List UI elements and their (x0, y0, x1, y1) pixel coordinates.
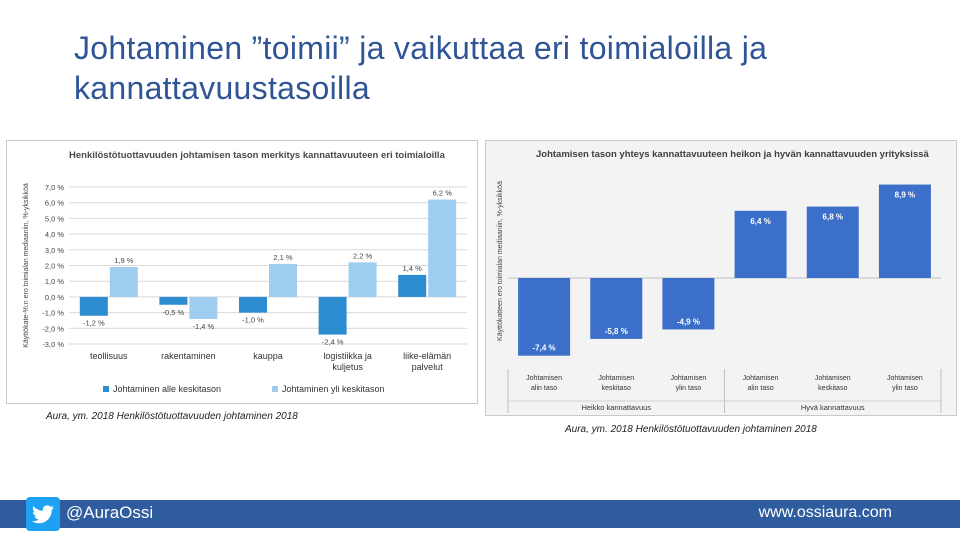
chart2-title: Johtamisen tason yhteys kannattavuuteen heikon ja hyvän kannattavuuden yrityksissä (536, 149, 929, 160)
chart1-y-axis-label: Käyttökate-%:n ero toimialan mediaaniin, %-yksikköä (23, 183, 30, 348)
chart2-x-category-label: alin taso (747, 385, 774, 392)
chart2-group-label: Heikko kannattavuus (581, 403, 652, 412)
chart1-bar (349, 262, 377, 297)
chart2-x-category-label: Johtamisen (887, 375, 923, 382)
chart1-y-tick-label: 7,0 % (44, 183, 64, 192)
chart1-data-label: -2,4 % (321, 337, 344, 347)
chart1-y-tick-label: 0,0 % (44, 292, 64, 302)
chart1-x-category-label: teollisuus (90, 351, 128, 361)
chart1-y-tick-label: 4,0 % (44, 230, 64, 240)
chart2-group-label: Hyvä kannattavuus (800, 403, 865, 412)
chart1-data-label: 2,2 % (353, 251, 373, 261)
chart2-data-label: 8,9 % (894, 190, 916, 200)
chart1-x-category-label: kauppa (253, 351, 283, 361)
chart1-y-tick-label: -1,0 % (42, 308, 64, 318)
chart1-bar (239, 297, 267, 313)
slide-title-line-2: kannattavuustasoilla (74, 70, 370, 106)
chart2-data-label: 6,8 % (822, 212, 843, 222)
industry-bar-chart (7, 141, 477, 403)
chart1-x-category-label: kuljetus (332, 362, 363, 372)
chart1-bar (189, 297, 217, 319)
industry-chart-panel (6, 140, 478, 404)
chart1-bar (428, 200, 456, 297)
chart2-x-category-label: ylin taso (675, 385, 702, 392)
website-link[interactable]: www.ossiaura.com (758, 504, 892, 521)
chart1-legend-swatch (103, 386, 109, 392)
chart2-data-label: -7,4 % (532, 343, 556, 353)
chart2-x-category-label: keskitaso (601, 385, 631, 392)
chart1-data-label: -0,5 % (162, 307, 185, 317)
chart1-y-tick-label: 2,0 % (44, 261, 64, 271)
chart1-y-tick-label: 1,0 % (44, 277, 64, 287)
chart2-y-axis-label: Käyttökatteen ero toimialan mediaaniin, %-yksikköä (497, 181, 504, 341)
chart1-title: Henkilöstötuottavuuden johtamisen tason merkitys kannattavuuteen eri toimialoilla (69, 150, 445, 161)
chart1-data-label: 1,9 % (114, 256, 134, 266)
chart1-bar (110, 267, 138, 297)
chart1-x-category-label: logistiikka ja (323, 351, 372, 361)
chart1-bar (159, 297, 187, 305)
twitter-bird-icon[interactable] (26, 497, 60, 531)
chart1-data-label: 6,2 % (432, 188, 452, 198)
chart1-y-tick-label: 6,0 % (44, 198, 64, 208)
chart1-data-label: -1,4 % (192, 321, 215, 331)
chart1-legend-label: Johtaminen yli keskitason (282, 384, 385, 394)
chart1-data-label: -1,0 % (242, 315, 264, 325)
chart2-x-category-label: Johtamisen (598, 375, 635, 382)
chart2-data-label: -5,8 % (604, 326, 628, 336)
slide-title-line-1: Johtaminen ”toimii” ja vaikuttaa eri toimialoilla ja (74, 30, 768, 66)
chart1-bar (319, 297, 347, 335)
chart2-data-label: 6,4 % (750, 216, 771, 226)
slide-title (74, 28, 934, 108)
chart1-bar (269, 264, 297, 297)
chart1-legend-swatch (272, 386, 278, 392)
chart2-data-label: -4,9 % (676, 317, 700, 327)
chart1-legend-label: Johtaminen alle keskitason (113, 384, 222, 394)
chart1-y-tick-label: -3,0 % (42, 340, 64, 349)
source-note-right: Aura, ym. 2018 Henkilöstötuottavuuden johtaminen 2018 (565, 424, 817, 435)
chart2-x-category-label: Johtamisen (742, 375, 779, 382)
chart2-x-category-label: Johtamisen (814, 375, 851, 382)
chart2-x-category-label: ylin taso (892, 385, 918, 392)
chart2-x-category-label: Johtamisen (526, 375, 562, 382)
chart1-y-tick-label: 3,0 % (44, 245, 64, 255)
chart2-x-category-label: Johtamisen (670, 375, 707, 382)
chart1-data-label: 1,4 % (402, 263, 422, 273)
chart1-bar (80, 297, 108, 316)
chart1-x-category-label: liike-elämän (403, 351, 452, 361)
chart1-bar (398, 275, 426, 297)
chart1-data-label: 2,1 % (273, 252, 293, 262)
profitability-chart-panel (485, 140, 957, 416)
chart2-x-category-label: alin taso (531, 385, 558, 392)
chart1-y-tick-label: -2,0 % (42, 324, 64, 334)
twitter-handle[interactable]: @AuraOssi (66, 503, 154, 522)
profitability-bar-chart (486, 141, 956, 415)
chart2-x-category-label: keskitaso (818, 385, 848, 392)
chart1-data-label: -1,2 % (82, 318, 105, 328)
chart1-x-category-label: palvelut (411, 362, 443, 372)
chart1-x-category-label: rakentaminen (161, 351, 216, 361)
chart1-y-tick-label: 5,0 % (44, 214, 64, 224)
source-note-left: Aura, ym. 2018 Henkilöstötuottavuuden johtaminen 2018 (46, 411, 298, 422)
